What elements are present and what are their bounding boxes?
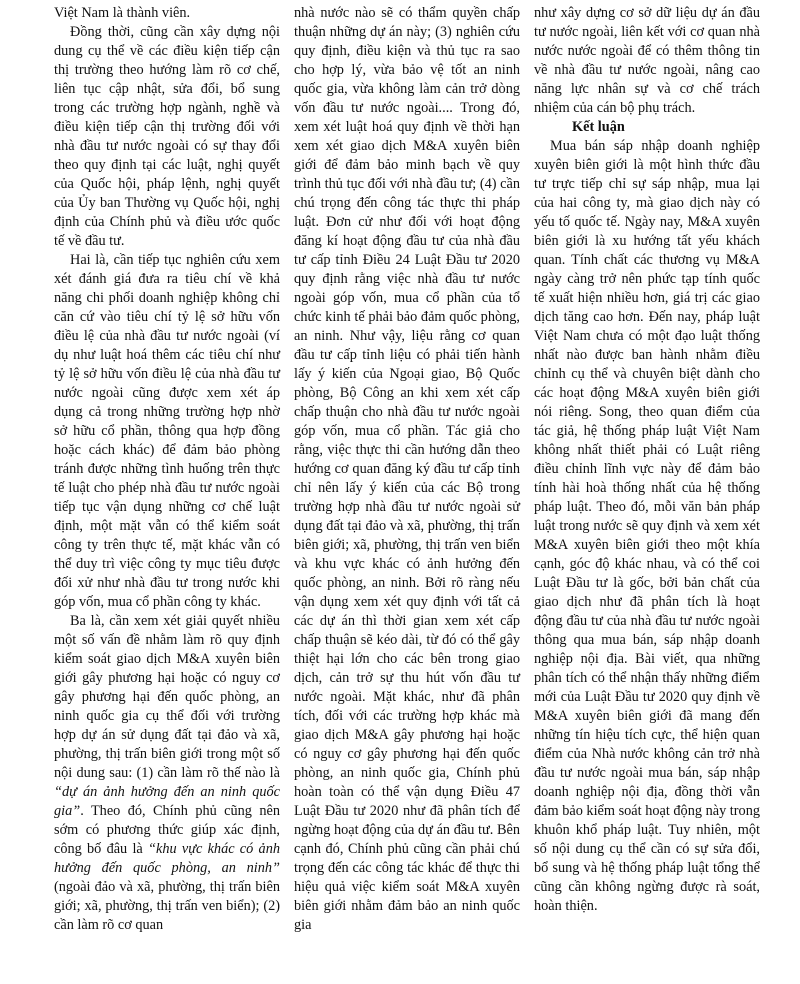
- paragraph-text: Đồng thời, cũng cần xây dựng nội dung cụ thể về các điều kiện tiếp cận thị trường theo hướng làm rõ cơ chế, liên tục cập nhật, sửa đổi, bổ sung trong các trường hợp ngành, nghề và điều kiện tiếp cận thị trường đối với nhà đầu tư nước ngoài có sự thay đổi theo quy định tại các luật, nghị quyết của Quốc hội, pháp lệnh, nghị quyết của Ủy ban Thường vụ Quốc hội, nghị định của Chính phủ và điều ước quốc tế về đầu tư.: [54, 24, 280, 249]
- paragraph: [294, 4, 520, 935]
- section-heading: [534, 118, 760, 137]
- paragraph-text: (ngoài đảo và xã, phường, thị trấn biên giới; xã, phường, thị trấn ven biển); (2) cần làm rõ cơ quan: [54, 879, 280, 933]
- column-2: [294, 4, 520, 984]
- paragraph-text: Việt Nam là thành viên.: [54, 5, 191, 21]
- paragraph: [54, 23, 280, 251]
- paragraph: [54, 251, 280, 612]
- paragraph-text: nhà nước nào sẽ có thẩm quyền chấp thuận những dự án này; (3) nghiên cứu quy định, điều kiện và thủ tục ra sao cho hợp lý, vừa bảo vệ tốt an ninh quốc gia, vừa không làm cản trở dòng vốn đầu tư nước ngoài.... Trong đó, xem xét luật hoá quy định về thời hạn xem xét giao dịch M&A xuyên biên giới để đảm bảo minh bạch về quy trình thủ tục đối với nhà đầu tư; (4) cần chú trọng đến công tác thực thi pháp luật. Đơn cử như đối với hoạt động đăng kí hoạt động đầu tư của nhà đầu tư cấp tỉnh Điều 24 Luật Đầu tư 2020 quy định rằng việc nhà đầu tư nước ngoài góp vốn, mua cổ phần của tổ chức kinh tế phải bảo đảm quốc phòng, an ninh. Như vậy, liệu rằng cơ quan đầu tư cấp tỉnh liệu có phải tiến hành lấy ý kiến của Ngoại giao, Bộ Quốc phòng, Bộ Công an khi xem xét cấp chấp thuận cho nhà đầu tư nước ngoài góp vốn, mua cổ phần. Tác giả cho rằng, việc thực thi cần hướng dẫn theo hướng cơ quan đăng ký đầu tư cấp tỉnh chỉ nên lấy ý kiến của các Bộ trong trường hợp nhà đầu tư nước ngoài sử dụng đất tại đảo và xã, phường, thị trấn biên giới; xã, phường, thị trấn ven biển và khu vực khác có ảnh hưởng đến quốc phòng, an ninh. Bởi rõ ràng nếu vận dụng xem xét quy định với tất cả các dự án thì thời gian xem xét cấp chấp thuận sẽ kéo dài, từ đó có thể gây thiệt hại lớn cho các bên trong giao dịch, cản trở sự thu hút vốn đầu tư nước ngoài. Mặt khác, như đã phân tích, đối với các trường hợp khác mà giao dịch M&A gây phương hại hoặc có nguy cơ gây phương hại đến quốc phòng, an ninh quốc gia, Chính phủ hoàn toàn có thể vận dụng Điều 47 Luật Đầu tư 2020 như đã phân tích để ngừng hoạt động của dự án đầu tư. Bên cạnh đó, Chính phủ cũng cần phải chú trọng đến các công tác khác để thực thi hiệu quả việc kiểm soát M&A xuyên biên giới nhằm đảm bảo an ninh quốc gia: [294, 5, 520, 933]
- paragraph-text: Kết luận: [572, 119, 625, 135]
- column-3: [534, 4, 760, 984]
- italic-quote: “dự án ảnh hưởng đến an ninh quốc gia”: [54, 784, 280, 819]
- paragraph-text: như xây dựng cơ sở dữ liệu dự án đầu tư nước ngoài, liên kết với cơ quan nhà nước nước ngoài để có thêm thông tin về nhà đầu tư nước ngoài, nâng cao năng lực nhân sự và cơ chế trách nhiệm của cán bộ phụ trách.: [534, 5, 760, 116]
- column-1: [54, 4, 280, 984]
- paragraph-text: . Theo đó, Chính phủ cũng nên sớm có phương thức giúp xác định, công bố đâu là: [54, 803, 280, 857]
- paragraph: [534, 4, 760, 118]
- paragraph-text: Mua bán sáp nhập doanh nghiệp xuyên biên giới là một hình thức đầu tư trực tiếp chỉ sự sáp nhập, mua lại của hai công ty, mà giao dịch này có yếu tố quốc tế. Ngày nay, M&A xuyên biên giới là xu hướng tất yếu khách quan. Tính chất các thương vụ M&A ngày càng trở nên phức tạp tính quốc tế xuất hiện nhiều hơn, giá trị các giao dịch tăng cao hơn. Đến nay, pháp luật Việt Nam chưa có một đạo luật thống nhất nào được ban hành nhằm điều chỉnh cụ thể và chuyên biệt dành cho các hoạt động M&A xuyên biên giới nói riêng. Song, theo quan điểm của tác giả, hệ thống pháp luật Việt Nam không nhất thiết phải có Luật riêng điều chỉnh lĩnh vực này để đảm bảo tính hài hoà thống nhất của hệ thống pháp luật. Theo đó, mỗi văn bản pháp luật trong nước sẽ quy định và xem xét M&A xuyên biên giới theo một khía cạnh, góc độ khác nhau, và có thể coi Luật Đầu tư là gốc, bởi bản chất của giao dịch như đã phân tích là hoạt động đầu tư của nhà đầu tư nước ngoài thông qua mua bán, sáp nhập doanh nghiệp nội địa. Bài viết, qua những phân tích có thể nhận thấy những điểm mới của Luật Đầu tư 2020 quy định về M&A xuyên biên giới đã mang đến những tín hiệu tích cực, thể hiện quan điểm của Nhà nước không cản trở nhà đầu tư nước ngoài mua bán, sáp nhập doanh nghiệp nội địa, đồng thời vẫn đảm bảo kiểm soát hoạt động này trong khuôn khổ pháp luật. Tuy nhiên, một số nội dung cụ thể cần có sự sửa đổi, bổ sung và hệ thống pháp luật tổng thể cũng cần không ngừng được rà soát, hoàn thiện.: [534, 138, 760, 914]
- paragraph: [54, 612, 280, 935]
- paragraph: [54, 4, 280, 23]
- paragraph: [534, 137, 760, 916]
- paragraph-text: Ba là, cần xem xét giải quyết nhiều một số vấn đề nhằm làm rõ quy định kiểm soát giao dịch M&A xuyên biên giới gây phương hại hoặc có nguy cơ gây phương hại đến quốc phòng, an ninh quốc gia cụ thể đối với trường hợp dự án sử dụng đất tại đảo và xã, phường, thị trấn biên giới trong một số nội dung sau: (1) cần làm rõ thế nào là: [54, 613, 280, 781]
- paragraph-text: Hai là, cần tiếp tục nghiên cứu xem xét đánh giá đưa ra tiêu chí về khả năng chi phối doanh nghiệp không chỉ căn cứ vào tiêu chí tỷ lệ sở hữu vốn điều lệ của nhà đầu tư nước ngoài (ví dụ như luật hoá thêm các tiêu chí như tỷ lệ sở hữu vốn điều lệ của nhà đầu tư nước ngoài cũng được xem xét áp dụng cả trong những trường hợp nhờ sở hữu cổ phần, thông qua hợp đồng hoặc cách khác) để đảm bảo phòng tránh được những tình huống trên thực tế luật cho phép nhà đầu tư nước ngoài tiếp tục vận dụng những cơ chế luật định, một mặt vẫn có thể kiểm soát công ty trên thực tế, mặt khác vẫn có thể duy trì việc công ty mục tiêu được đối xử như nhà đầu tư trong nước khi góp vốn, mua cổ phần công ty khác.: [54, 252, 280, 610]
- italic-quote: “khu vực khác có ảnh hưởng đến quốc phòng, an ninh”: [54, 841, 280, 876]
